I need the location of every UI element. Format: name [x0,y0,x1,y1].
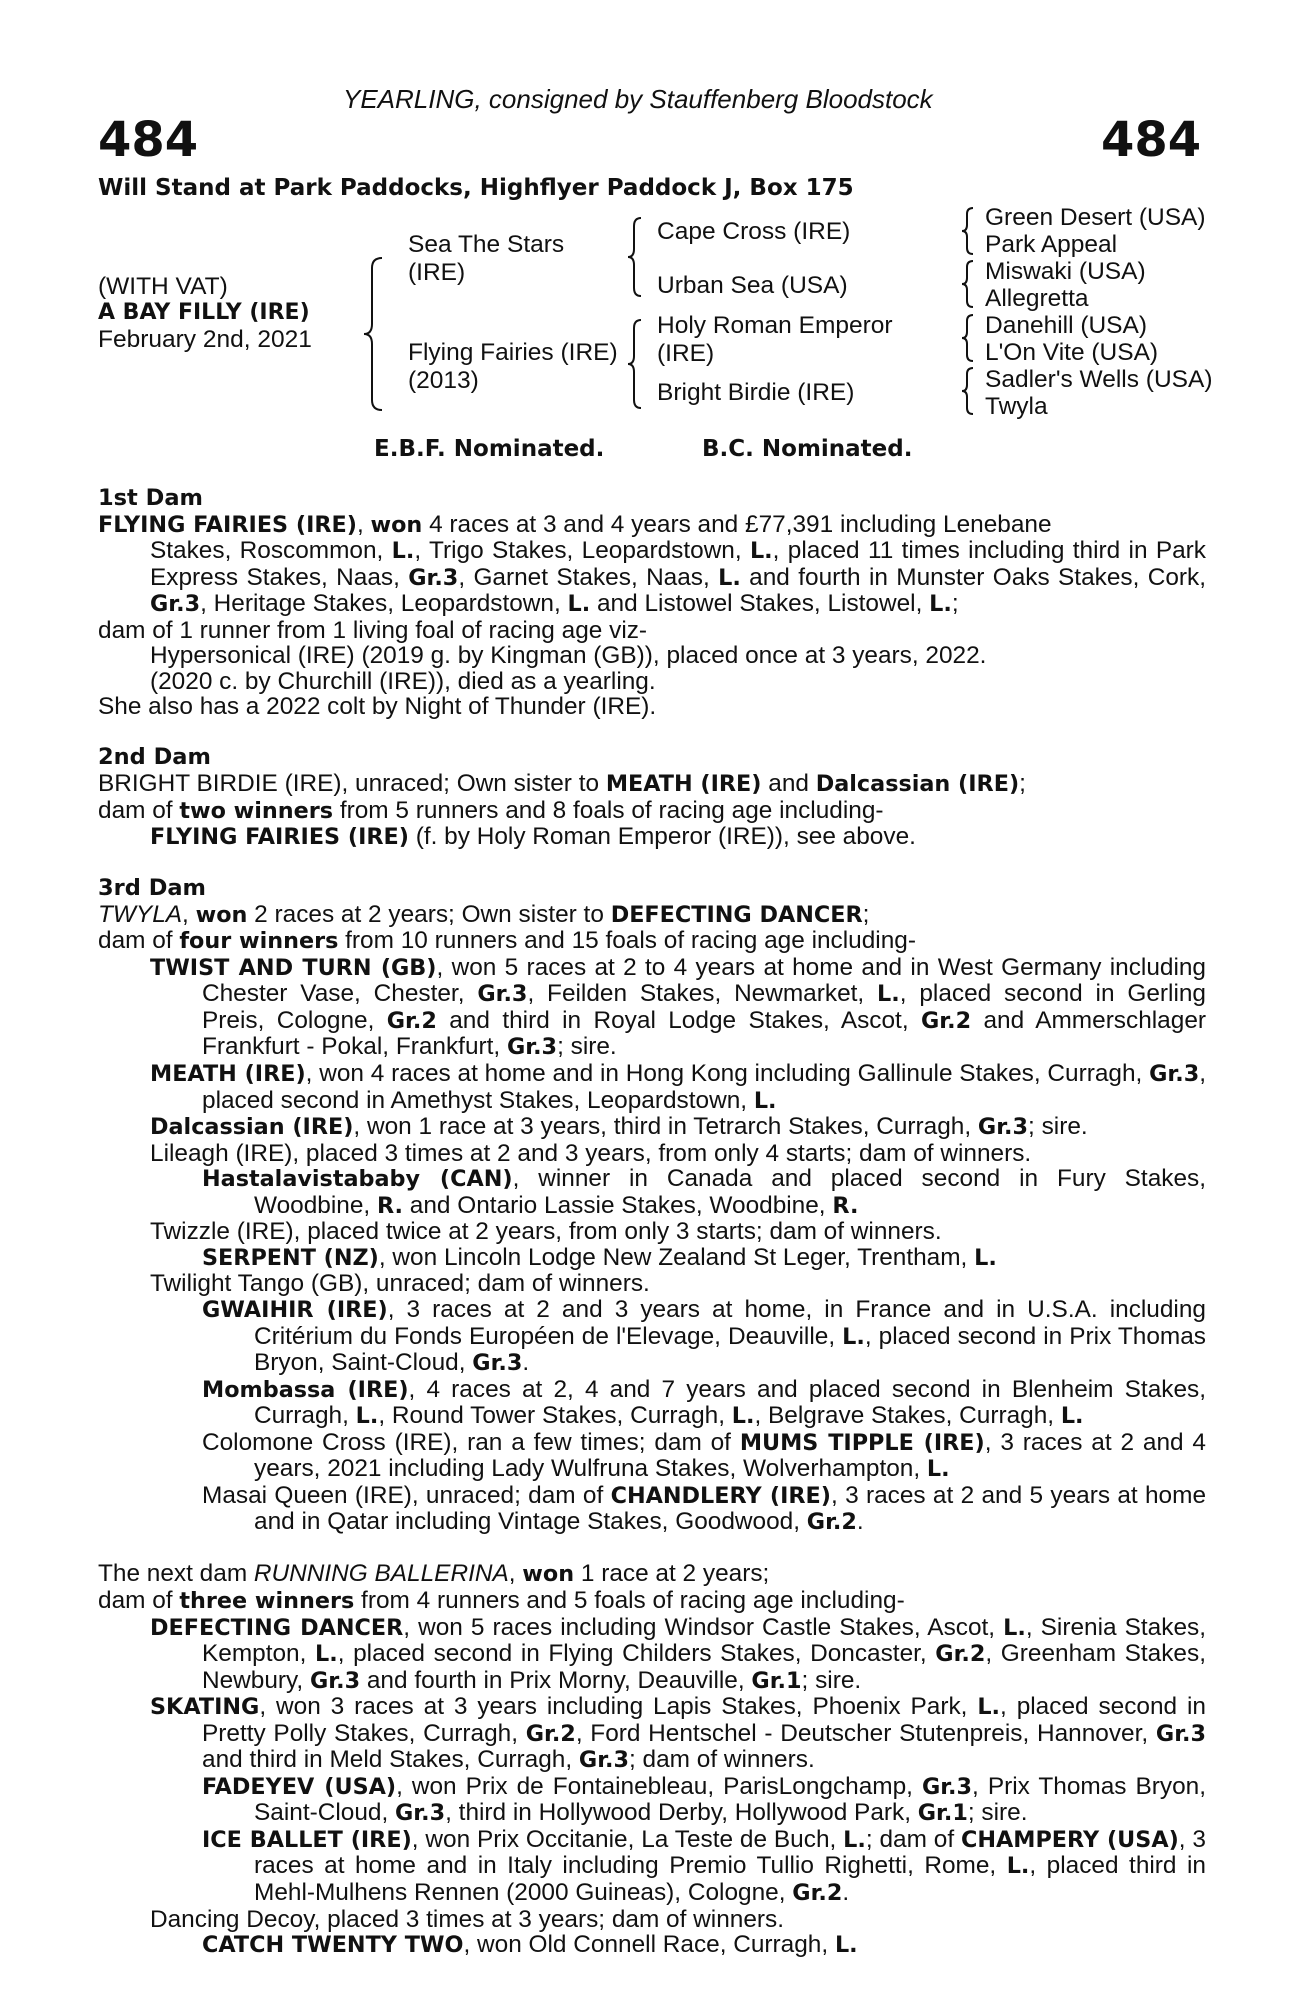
second-dam-produce-intro: dam of two winners from 5 runners and 8 foals of racing age including- [98,796,884,824]
produce-ice-ballet: ICE BALLET (IRE), won Prix Occitanie, La Teste de Buch, L.; dam of CHAMPERY (USA), 3 races at home and in Italy including Premio Tullio Righetti, Rome, L., placed third in Mehl-Mulhens Rennen (2000 Guineas), Cologne, Gr.2. [202,1825,1207,1906]
pedigree-brace-dam [626,318,644,410]
second-dam-line: BRIGHT BIRDIE (IRE), unraced; Own sister to MEATH (IRE) and Dalcassian (IRE); [98,770,1026,798]
ggp-5: Danehill (USA) [985,312,1148,339]
produce-twilight-tango: Twilight Tango (GB), unraced; dam of winners. [150,1270,650,1298]
produce-dalcassian: Dalcassian (IRE), won 1 race at 3 years, third in Tetrarch Stakes, Curragh, Gr.3; sire. [150,1113,1088,1141]
first-dam-heading: 1st Dam [98,485,203,511]
sire-sire: Cape Cross (IRE) [657,218,851,245]
lot-number-left: 484 [98,112,199,168]
dam-sire: Holy Roman Emperor (IRE) [657,312,893,367]
produce-meath: MEATH (IRE), won 4 races at home and in Hong Kong including Gallinule Stakes, Curragh, Gr.3, placed second in Amethyst Stakes, Leopardstown, L. [150,1060,1207,1114]
produce-hastalavistababy: Hastalavistababy (CAN), winner in Canada and placed second in Fury Stakes, Woodbine, R. and Ontario Lassie Stakes, Woodbine, R. [202,1165,1206,1219]
pedigree-brace-ggp4 [960,366,976,416]
produce-twizzle: Twizzle (IRE), placed twice at 2 years, from only 3 starts; dam of winners. [150,1218,942,1246]
pedigree-brace-sire [626,216,644,298]
ggp-8: Twyla [985,393,1048,420]
produce-hypersonical: Hypersonical (IRE) (2019 g. by Kingman (GB)), placed once at 3 years, 2022. [150,642,987,670]
produce-2020-colt: (2020 c. by Churchill (IRE)), died as a yearling. [150,667,656,695]
produce-skating: SKATING, won 3 races at 3 years including Lapis Stakes, Phoenix Park, L., placed second in Pretty Polly Stakes, Curragh, Gr.2, Ford Hentschel - Deutscher Stutenpreis, Hannover, Gr.3 and third in Meld Stakes, Curragh, Gr.3; dam of winners. [150,1693,1206,1774]
ggp-2: Park Appeal [985,231,1118,258]
produce-colomone-cross: Colomone Cross (IRE), ran a few times; dam of MUMS TIPPLE (IRE), 3 races at 2 and 4 years, 2021 including Lady Wulfruna Stakes, Wolverhampton, L. [202,1428,1206,1483]
produce-gwaihir: GWAIHIR (IRE), 3 races at 2 and 3 years at home, in France and in U.S.A. including Critérium du Fonds Européen de l'Elevage, Deauville, L., placed second in Prix Thomas Bryon, Saint-Cloud, Gr.3. [202,1295,1206,1377]
first-dam-produce-intro: dam of 1 runner from 1 living foal of racing age viz- [98,616,648,644]
produce-serpent: SERPENT (NZ), won Lincoln Lodge New Zealand St Leger, Trentham, L. [202,1243,997,1271]
ggp-3: Miswaki (USA) [985,258,1146,285]
ggp-7: Sadler's Wells (USA) [985,366,1213,393]
consignor-line: YEARLING, consigned by Stauffenberg Bloodstock [343,84,933,114]
produce-flying-fairies: FLYING FAIRIES (IRE) (f. by Holy Roman Emperor (IRE)), see above. [150,823,916,851]
first-dam-paragraph: FLYING FAIRIES (IRE), won 4 races at 3 and 4 years and £77,391 including Lenebane [98,510,1052,538]
third-dam-line: TWYLA, won 2 races at 2 years; Own sister to DEFECTING DANCER; [98,900,870,928]
pedigree-brace-main [362,256,386,412]
dam-name: Flying Fairies (IRE) (2013) [408,339,618,394]
ggp-4: Allegretta [985,285,1089,312]
ebf-nomination: E.B.F. Nominated. [374,436,605,462]
lot-number-right: 484 [1101,112,1202,168]
catalogue-body [98,486,1206,1959]
ggp-6: L'On Vite (USA) [985,339,1159,366]
dam-dam: Bright Birdie (IRE) [657,379,855,406]
bc-nomination: B.C. Nominated. [702,436,913,462]
first-dam-2022-colt: She also has a 2022 colt by Night of Thunder (IRE). [98,693,657,721]
produce-dancing-decoy: Dancing Decoy, placed 3 times at 3 years; dam of winners. [150,1905,785,1933]
stand-location: Will Stand at Park Paddocks, Highflyer Paddock J, Box 175 [98,175,854,201]
produce-fadeyev: FADEYEV (USA), won Prix de Fontainebleau, ParisLongchamp, Gr.3, Prix Thomas Bryon, Saint-Cloud, Gr.3, third in Hollywood Derby, Hollywood Park, Gr.1; sire. [202,1772,1206,1827]
pedigree-brace-ggp1 [960,206,976,256]
pedigree-brace-ggp2 [960,259,976,309]
ggp-1: Green Desert (USA) [985,204,1206,231]
first-dam-paragraph-cont: Stakes, Roscommon, L., Trigo Stakes, Leopardstown, L., placed 11 times including third in Park Express Stakes, Naas, Gr.3, Garnet Stakes, Naas, L. and fourth in Munster Oaks Stakes, Cork, Gr.3, Heritage Stakes, Leopardstown, L. and Listowel Stakes, Listowel, L.; [150,537,1206,618]
produce-masai-queen: Masai Queen (IRE), unraced; dam of CHANDLERY (IRE), 3 races at 2 and 5 years at home and in Qatar including Vintage Stakes, Goodwood, Gr.2. [202,1481,1207,1536]
lot-subject-name: A BAY FILLY (IRE) [98,300,310,325]
produce-lileagh: Lileagh (IRE), placed 3 times at 2 and 3 years, from only 4 starts; dam of winners. [150,1139,1032,1167]
third-dam-produce-intro: dam of four winners from 10 runners and 15 foals of racing age including- [98,927,916,955]
produce-defecting-dancer: DEFECTING DANCER, won 5 races including Windsor Castle Stakes, Ascot, L., Sirenia Stakes, Kempton, L., placed second in Flying Childers Stakes, Doncaster, Gr.2, Greenham Stakes, Newbury, Gr.3 and fourth in Prix Morny, Deauville, Gr.1; sire. [150,1613,1206,1694]
produce-catch-twenty-two: CATCH TWENTY TWO, won Old Connell Race, Curragh, L. [202,1931,858,1959]
third-dam-heading: 3rd Dam [98,875,206,902]
next-dam-produce-intro: dam of three winners from 4 runners and 5 foals of racing age including- [98,1586,905,1614]
vat-note: (WITH VAT) [98,273,228,300]
foaling-date: February 2nd, 2021 [98,326,312,353]
next-dam-line: The next dam RUNNING BALLERINA, won 1 race at 2 years; [98,1560,770,1588]
produce-mombassa: Mombassa (IRE), 4 races at 2, 4 and 7 years and placed second in Blenheim Stakes, Curragh, L., Round Tower Stakes, Curragh, L., Belgrave Stakes, Curragh, L. [202,1375,1206,1430]
produce-twist-and-turn: TWIST AND TURN (GB), won 5 races at 2 to 4 years at home and in West Germany including Chester Vase, Chester, Gr.3, Feilden Stakes, Newmarket, L., placed second in Gerling Preis, Cologne, Gr.2 and third in Royal Lodge Stakes, Ascot, Gr.2 and Ammerschlager Frankfurt - Pokal, Frankfurt, Gr.3; sire. [150,953,1207,1061]
sire-dam: Urban Sea (USA) [657,272,848,299]
sire-name: Sea The Stars (IRE) [408,231,565,286]
second-dam-heading: 2nd Dam [98,744,211,771]
pedigree-brace-ggp3 [960,313,976,363]
